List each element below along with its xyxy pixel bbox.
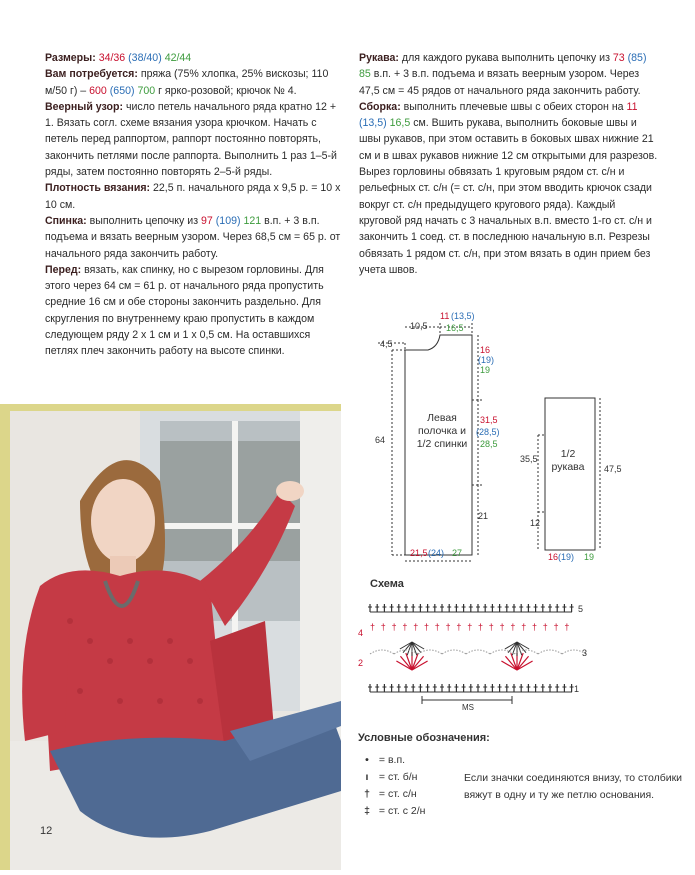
assembly-size-2: (13,5) (359, 117, 387, 130)
sizes-label: Размеры: (45, 52, 96, 64)
row-4-stitch: † (553, 622, 559, 632)
row-4-stitch: † (510, 622, 516, 632)
row-4-stitch: † (456, 622, 462, 632)
row-label-5: 5 (578, 604, 584, 614)
armhole-2: (19) (478, 355, 495, 365)
sleeves-text-2: в.п. + 3 в.п. подъема и вязать веерным узором. Через 47,5 см = 45 рядов от начального ряда закончить работу. (359, 68, 641, 97)
sleeve-count-1: 73 (612, 52, 625, 64)
back-text: выполнить цепочку из (89, 214, 199, 227)
side-1: 31,5 (480, 415, 498, 425)
assembly-size-3: 16,5 (389, 117, 411, 130)
row-4-stitch: † (370, 622, 376, 632)
fan-stitch-dark (517, 642, 526, 653)
back-count-3: 121 (243, 214, 262, 227)
legend-item (358, 769, 478, 786)
size-1: 34/36 (98, 52, 126, 64)
size-3: 42/44 (164, 52, 192, 64)
legend-text: = в.п. (376, 754, 406, 766)
chain-arc (442, 650, 466, 654)
materials-paragraph (45, 66, 341, 99)
materials-label: Вам потребуется: (45, 68, 138, 81)
row-4-stitch: † (499, 622, 505, 632)
row-4-stitch: † (434, 622, 440, 632)
bottom-3: 27 (452, 548, 463, 558)
sleeve-bottom-3: 19 (584, 552, 595, 562)
sleeves-label: Рукава: (359, 52, 399, 64)
model-photo (10, 411, 341, 870)
row-4-stitch: † (413, 622, 419, 632)
fan-stitch (400, 656, 412, 670)
fan-label: Веерный узор: (45, 100, 124, 113)
sleeve-schematic-label: 1/2 рукава (551, 448, 585, 473)
sleeve-count-3: 85 (359, 68, 371, 81)
fan-stitch-dark (508, 642, 517, 653)
chain-arc (370, 650, 394, 654)
back-count-1: 97 (201, 214, 213, 227)
armhole-1: 16 (480, 345, 491, 355)
sleeve-outline (545, 398, 595, 550)
fan-stitch (505, 656, 517, 670)
bottom-2: (24) (428, 548, 445, 558)
row-4-stitch: † (380, 622, 386, 632)
left-text-column (45, 50, 341, 360)
chart-title: Схема (370, 578, 404, 590)
back-text-2: в.п. + 3 в.п. подъема и вязать веерным узором. Через 68,5 см = 65 р. от начального ряда закончить работу. (45, 214, 341, 260)
right-text-column (359, 50, 659, 278)
legend-symbol: • (365, 754, 369, 766)
body-schematic-label: Левая полочка и 1/2 спинки (416, 412, 468, 450)
sizes-paragraph (45, 50, 341, 66)
sleeves-text: для каждого рукава выполнить цепочку из (401, 52, 610, 64)
shoulder-top-1: 11 (440, 311, 450, 321)
chain-arc (538, 650, 562, 654)
front-text: вязать, как спинку, но с вырезом горловины. Для этого через 64 см = 61 р. от начального ряда пропустить средние 16 см и обе стороны закончить раздельно. Для скругления по внутреннему краю пропустить в каждом следующем ряду 2 x 1 см и 1 x 0,5 см. На оставшихся петлях плеч закончить работу на высоте спинки. (45, 263, 324, 358)
row-4-stitch: † (445, 622, 451, 632)
back-paragraph (45, 213, 341, 262)
armhole-3: 19 (480, 365, 491, 375)
row-4-stitch: † (391, 622, 397, 632)
row-4-stitch: † (467, 622, 473, 632)
side-3: 28,5 (480, 439, 498, 449)
height-label: 64 (375, 435, 386, 445)
fan-stitch-dark (412, 642, 421, 653)
model-photo-illustration (10, 411, 341, 870)
shoulder-top-2: (13,5) (451, 311, 475, 321)
sleeve-count-2: (85) (627, 52, 647, 64)
chain-arc (418, 650, 442, 654)
row-4-stitch: † (424, 622, 430, 632)
row-4-stitch: † (564, 622, 570, 632)
fan-pattern-paragraph (45, 99, 341, 180)
sleeve-bottom-2: (19) (558, 552, 575, 562)
side-2: (28,5) (476, 427, 500, 437)
gauge-paragraph (45, 180, 341, 213)
fan-text: число петель начального ряда кратно 12 + 1. Вязать согл. схеме вязания узора крючком. Начать с петель перед раппортом, раппорт постоянно повторять, закончить петлями после раппорта. Выполнить 1 раз 1–5-й ряды, затем постоянно повторять 2–5-й ряды. (45, 100, 337, 179)
photo-frame (0, 404, 341, 870)
materials-text: пряжа (75% хлопка, 25% вискозы; 110 м/50 г) – (45, 68, 329, 97)
fan-stitch (517, 656, 529, 670)
sleeve-height-right: 47,5 (604, 464, 622, 474)
assembly-label: Сборка: (359, 100, 401, 113)
row-4-stitch: † (521, 622, 527, 632)
back-label: Спинка: (45, 214, 87, 227)
gauge-text: 22,5 п. начального ряда x 9,5 р. = 10 x 10 см. (45, 182, 341, 211)
sleeve-bottom-1: 16 (548, 552, 559, 562)
materials-text-2: г ярко-розовой; крючок № 4. (158, 84, 297, 97)
sleeve-slit: 12 (530, 518, 541, 528)
page-number: 12 (40, 825, 53, 837)
legend-item (358, 803, 478, 820)
row-label-3: 3 (582, 648, 588, 658)
size-2: (38/40) (128, 52, 162, 64)
sleeve-height-left: 35,5 (520, 454, 538, 464)
row-4-stitch: † (542, 622, 548, 632)
assembly-text: выполнить плечевые швы с обеих сторон на (403, 100, 624, 113)
fan-stitch (412, 656, 424, 670)
bottom-1: 21,5 (410, 548, 428, 558)
chain-arc (466, 650, 490, 654)
shoulder-top-3: 16,5 (446, 323, 464, 333)
legend-symbol: ‡ (364, 805, 370, 817)
row-4-stitch: † (488, 622, 494, 632)
assembly-paragraph (359, 99, 659, 278)
legend-text: = ст. с 2/н (376, 805, 426, 817)
neck-width-label: 10,5 (410, 321, 428, 331)
legend-title: Условные обозначения: (358, 732, 490, 744)
sleeves-paragraph (359, 50, 659, 99)
row-label-2: 2 (358, 658, 364, 668)
legend-text: = ст. с/н (376, 788, 417, 800)
amount-1: 600 (89, 84, 107, 97)
legend-list (358, 752, 478, 820)
legend-symbol: † (364, 788, 370, 800)
legend-item (358, 786, 478, 803)
row-label-1: 1 (574, 684, 580, 694)
row-4-stitch: † (478, 622, 484, 632)
legend-symbol: ı (365, 771, 369, 783)
back-count-2: (109) (215, 214, 241, 227)
gauge-label: Плотность вязания: (45, 182, 151, 195)
sleeve-schematic (520, 390, 630, 565)
amount-2: (650) (109, 84, 135, 97)
amount-3: 700 (137, 84, 156, 97)
neck-depth-label: 4,5 (380, 339, 393, 349)
row-4-stitch: † (402, 622, 408, 632)
slit-label: 21 (478, 511, 489, 521)
legend-note: Если значки соединяются внизу, то столбики вяжут в одну и ту же петлю основания. (464, 772, 683, 801)
assembly-text-2: см. Вшить рукава, выполнить боковые швы и швы рукавов, при этом оставить в боковых швах нижние 21 см и в швах рукавов нижние 12 см открытыми для разрезов. Вырез горловины обвязать 1 круговым рядом ст. с/н и рельефных ст. с/н (= ст. с/н, при этом вводить крючок сзади вокруг ст. с/н предыдущего кругового ряда). Каждый круговой ряд начать с 3 начальных в.п. вместо 1-го ст. с/н и закончить 1 соед. ст. в последнюю начальную в.п. Резрезы обвязать 1 рядом ст. с/н, при этом вязать в один прием без учета швов. (359, 117, 658, 276)
row-4-stitch: † (532, 622, 538, 632)
front-paragraph (45, 262, 341, 360)
legend-text: = ст. б/н (376, 771, 418, 783)
legend-item (358, 752, 478, 769)
row-label-4: 4 (358, 628, 364, 638)
front-label: Перед: (45, 263, 82, 276)
assembly-size-1: 11 (626, 100, 638, 113)
crochet-chart (358, 592, 602, 712)
repeat-label: MS (462, 703, 474, 712)
fan-stitch-dark (403, 642, 412, 653)
